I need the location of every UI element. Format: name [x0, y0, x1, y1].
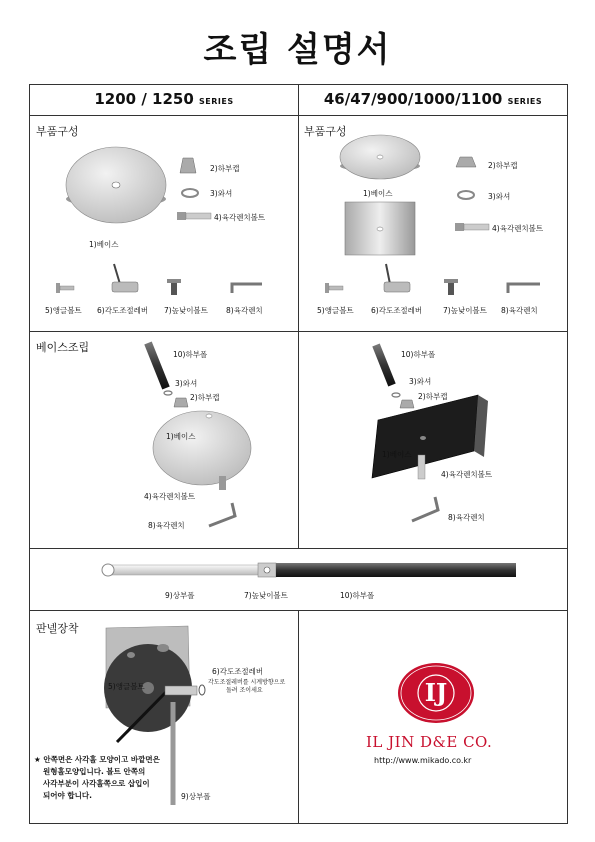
right-assy-hex-bolt-label: 4)육각렌치볼트: [441, 470, 493, 479]
panel-lever-note-line-2: 돌려 조이세요: [226, 687, 263, 694]
right-lever-part: [384, 264, 410, 292]
right-cap-part: [456, 157, 476, 167]
left-angle-bolt-label: 5)앵글볼트: [45, 306, 82, 315]
left-cap-part: [180, 158, 196, 173]
right-hex-bolt-part: [455, 223, 489, 231]
left-wrench-part: [232, 284, 262, 293]
left-hex-bolt-part: [177, 212, 211, 220]
right-hex-bolt-label: 4)육각렌치볼트: [492, 224, 544, 233]
panel-angle-bolt-label: 5)앵글볼트: [108, 682, 145, 691]
left-series-main: 1200 / 1250: [94, 90, 194, 108]
panel-warning-note: [34, 754, 160, 802]
right-wrench-part: [508, 284, 540, 293]
panel-upper-pole-label: 9)상부폴: [181, 792, 211, 801]
right-base-label: 1)베이스: [363, 189, 393, 198]
right-assy-base-label: 1)베이스: [382, 450, 412, 459]
left-assy-cap-label: 2)하부캡: [190, 393, 220, 402]
warning-line-2: 원형홀모양입니다. 볼트 안쪽의: [43, 767, 146, 776]
warning-line-3: 사각부분이 사각홀쪽으로 삽입이: [43, 779, 150, 788]
upper-pole-label: 9)상부폴: [165, 591, 195, 600]
left-lever-part: [112, 264, 138, 292]
left-base-label: 1)베이스: [89, 240, 119, 249]
left-assy-wrench-label: 8)육각렌치: [148, 521, 185, 530]
left-lever-label: 6)각도조절레버: [97, 306, 149, 315]
warning-line-4: 되어야 합니다.: [43, 791, 92, 800]
left-hex-bolt-label: 4)육각렌치볼트: [214, 213, 266, 222]
left-washer-label: 3)와셔: [210, 189, 233, 198]
panel-mount-heading: 판넬장착: [36, 622, 79, 635]
left-cap-label: 2)하부캡: [210, 164, 240, 173]
right-series-main: 46/47/900/1000/1100: [323, 90, 503, 108]
panel-lever-note: [208, 679, 285, 695]
right-parts-heading: 부품구성: [304, 125, 347, 138]
right-cap-label: 2)하부캡: [488, 161, 518, 170]
left-wrench-label: 8)육각렌치: [226, 306, 263, 315]
right-bracket-part: [345, 202, 415, 255]
left-washer-part: [182, 189, 198, 197]
left-angle-bolt-part: [56, 283, 74, 293]
left-assy-washer-label: 3)와셔: [175, 379, 198, 388]
right-angle-bolt-part: [325, 283, 343, 293]
right-base-disc-part: [340, 135, 420, 179]
left-assy-lower-pole-label: 10)하부폴: [173, 350, 208, 359]
right-assembly-drawing: [372, 345, 488, 521]
logo-letters: IJ: [424, 678, 448, 707]
lower-pole-label: 10)하부폴: [340, 591, 375, 600]
left-parts-heading: 부품구성: [36, 125, 79, 138]
left-height-bolt-part: [167, 279, 181, 295]
base-assembly-heading: 베이스조립: [36, 341, 90, 354]
left-assy-base-label: 1)베이스: [166, 432, 196, 441]
right-assy-washer-label: 3)와셔: [409, 377, 432, 386]
page-title: 조립 설명서: [203, 30, 392, 70]
right-washer-part: [458, 191, 474, 199]
right-assy-wrench-label: 8)육각렌치: [448, 513, 485, 522]
left-base-disc-part: [66, 147, 166, 223]
panel-lever-label: 6)각도조절레버: [212, 667, 264, 676]
left-series-suffix: SERIES: [199, 97, 234, 106]
right-series-suffix: SERIES: [507, 97, 543, 106]
company-name: IL JIN D&E CO.: [366, 733, 493, 751]
right-assy-cap-label: 2)하부캡: [418, 392, 448, 401]
height-bolt-label: 7)높낮이볼트: [244, 591, 288, 600]
company-url[interactable]: http://www.mikado.co.kr: [374, 756, 472, 765]
warning-line-1: ★ 안쪽면은 사각홀 모양이고 바깥면은: [34, 755, 160, 764]
right-washer-label: 3)와셔: [488, 192, 511, 201]
right-assy-lower-pole-label: 10)하부폴: [401, 350, 436, 359]
left-assy-hex-bolt-label: 4)육각렌치볼트: [144, 492, 196, 501]
right-lever-label: 6)각도조절레버: [371, 306, 423, 315]
panel-lever-note-line-1: 각도조절레버를 시계방향으로: [208, 679, 286, 686]
right-angle-bolt-label: 5)앵글볼트: [317, 306, 354, 315]
right-height-bolt-label: 7)높낮이볼트: [443, 306, 487, 315]
left-height-bolt-label: 7)높낮이볼트: [164, 306, 208, 315]
right-height-bolt-part: [444, 279, 458, 295]
right-wrench-label: 8)육각렌치: [501, 306, 538, 315]
pole-assembly-drawing: [102, 563, 516, 577]
